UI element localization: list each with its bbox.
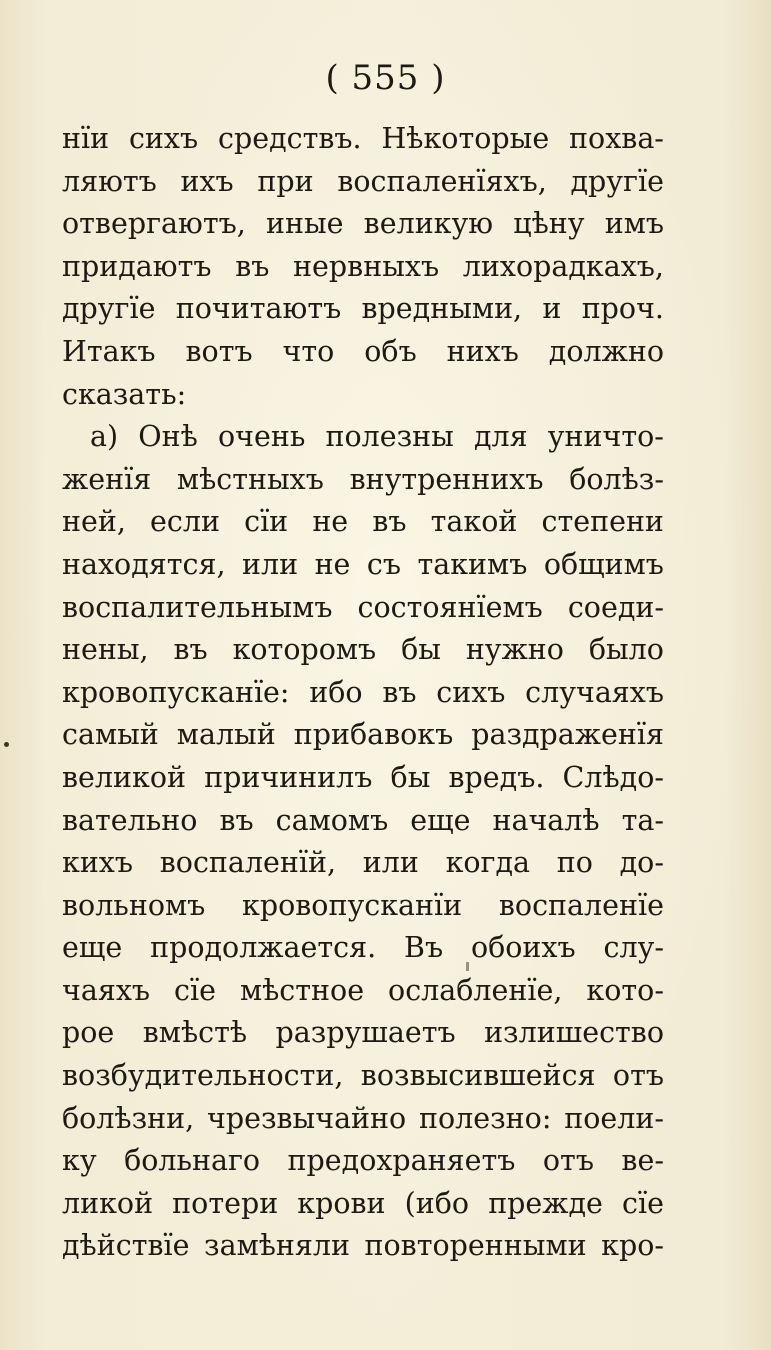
- word: Нѣкоторые: [381, 122, 550, 155]
- text-line: [62, 1183, 664, 1226]
- word: мѣстныхъ: [176, 462, 324, 496]
- word: ибо: [309, 675, 363, 709]
- word: въ: [382, 675, 417, 709]
- word: не: [314, 547, 351, 581]
- word: та-: [621, 803, 664, 837]
- text-line: [62, 842, 664, 885]
- word: такимъ: [417, 547, 528, 581]
- word: было: [588, 633, 664, 667]
- word: состоянїемъ: [357, 590, 543, 624]
- word: нихъ: [446, 334, 519, 368]
- text-line: [62, 203, 664, 246]
- word: великой: [62, 760, 186, 794]
- word: почитаютъ: [175, 292, 342, 326]
- word: рое: [62, 1016, 115, 1050]
- word: ляютъ: [62, 164, 157, 198]
- word: раздраженїя: [471, 718, 664, 752]
- word: съ: [366, 547, 402, 581]
- text-line: [62, 374, 664, 417]
- word: вредъ.: [448, 760, 545, 794]
- text-line: [62, 970, 664, 1013]
- word: воспаленїй,: [159, 846, 337, 880]
- word: Въ: [404, 931, 444, 965]
- text-line: [62, 331, 664, 374]
- word: кровопусканїе:: [62, 675, 290, 709]
- word: возбудительности,: [62, 1059, 344, 1093]
- word: похва-: [569, 122, 664, 155]
- word: до-: [619, 846, 664, 880]
- margin-mark: [466, 962, 469, 971]
- word: отъ: [612, 1059, 664, 1093]
- text-line: [62, 629, 664, 672]
- text-line: [62, 757, 664, 800]
- word: обоихъ: [470, 931, 576, 965]
- word: вотъ: [185, 334, 253, 368]
- word: бы: [401, 633, 441, 667]
- word: еще: [410, 803, 471, 837]
- word: Итакъ: [62, 334, 156, 368]
- word: дѣйствїе: [62, 1229, 190, 1263]
- word: сїе: [622, 1186, 664, 1220]
- word: отъ: [542, 1144, 594, 1178]
- word: возвысившейся: [360, 1059, 596, 1093]
- word: проч.: [581, 292, 664, 326]
- word: въ: [235, 249, 270, 283]
- word: кото-: [586, 973, 664, 1007]
- word: а): [90, 420, 119, 454]
- word: объ: [364, 334, 417, 368]
- word: слу-: [603, 931, 664, 965]
- word: когда: [445, 846, 531, 880]
- word: сказать:: [62, 377, 187, 411]
- word: въ: [372, 505, 407, 539]
- word: самомъ: [275, 803, 389, 837]
- word: (ибо: [404, 1186, 470, 1220]
- word: которомъ: [232, 633, 377, 667]
- text-line: [62, 1140, 664, 1183]
- word: сихъ: [128, 122, 199, 155]
- word: прибавокъ: [293, 718, 454, 752]
- word: должно: [548, 334, 664, 368]
- text-line: [62, 544, 664, 587]
- word: другїе: [570, 164, 664, 198]
- word: кровопусканїи: [242, 888, 463, 922]
- word: бы: [390, 760, 431, 794]
- word: еще: [62, 931, 123, 965]
- text-line: [62, 1012, 664, 1055]
- text-line: [62, 672, 664, 715]
- word: ве-: [621, 1144, 664, 1178]
- word: замѣняли: [204, 1229, 350, 1263]
- word: поели-: [564, 1101, 664, 1135]
- word: что: [282, 334, 335, 368]
- word: самый: [62, 718, 159, 752]
- word: воспаленїяхъ,: [337, 164, 547, 198]
- word: общимъ: [543, 547, 664, 581]
- word: болѣз-: [569, 462, 664, 496]
- text-line: [62, 587, 664, 630]
- word: средствъ.: [218, 122, 362, 155]
- word: придаютъ: [62, 249, 212, 283]
- word: Слѣдо-: [562, 760, 664, 794]
- word: лихорадкахъ,: [462, 249, 664, 283]
- word: въ: [219, 803, 254, 837]
- word: сїе: [174, 973, 216, 1007]
- word: случаяхъ: [525, 675, 664, 709]
- word: ней,: [62, 505, 126, 539]
- word: мѣстное: [239, 973, 365, 1007]
- word: причинилъ: [204, 760, 373, 794]
- text-line: [62, 714, 664, 757]
- word: крови: [297, 1186, 386, 1220]
- word: предохраняетъ: [287, 1144, 516, 1178]
- word: началѣ: [492, 803, 600, 837]
- text-line: [62, 161, 664, 204]
- word: женїя: [62, 462, 152, 496]
- word: ослабленїе,: [388, 973, 563, 1007]
- word: чрезвычайно: [207, 1101, 407, 1135]
- word: повторенными: [364, 1229, 587, 1263]
- word: нены,: [62, 633, 149, 667]
- word: по: [556, 846, 593, 880]
- word: нїи: [62, 122, 110, 155]
- text-line: [62, 927, 664, 970]
- word: находятся,: [62, 547, 226, 581]
- word: нервныхъ: [293, 249, 440, 283]
- word: внутреннихъ: [349, 462, 544, 496]
- word: ку: [62, 1144, 97, 1178]
- word: воспалительнымъ: [62, 590, 333, 624]
- word: великую: [363, 207, 494, 241]
- word: цѣну: [513, 207, 585, 241]
- word: для: [473, 420, 528, 454]
- word: излишество: [484, 1016, 664, 1050]
- word: и: [542, 292, 562, 326]
- word: продолжается.: [150, 931, 377, 965]
- word: малый: [176, 718, 276, 752]
- page-header: [0, 58, 771, 98]
- word: болѣзни,: [62, 1101, 195, 1135]
- word: разрушаетъ: [275, 1016, 456, 1050]
- text-line: [62, 885, 664, 928]
- text-line: [62, 1225, 664, 1268]
- word: отвергаютъ,: [62, 207, 246, 241]
- word: очень: [217, 420, 306, 454]
- word: или: [241, 547, 299, 581]
- word: больнаго: [124, 1144, 261, 1178]
- word: такой: [430, 505, 518, 539]
- word: потери: [172, 1186, 279, 1220]
- text-line: [62, 501, 664, 544]
- word: вольномъ: [62, 888, 206, 922]
- word: ликой: [62, 1186, 154, 1220]
- word: вательно: [62, 803, 198, 837]
- word: кихъ: [62, 846, 134, 880]
- word: имъ: [604, 207, 664, 241]
- word: Онѣ: [138, 420, 198, 454]
- word: другїе: [62, 292, 156, 326]
- text-line: [62, 1055, 664, 1098]
- word: кро-: [601, 1229, 664, 1263]
- word: сихъ: [436, 675, 506, 709]
- word: если: [150, 505, 220, 539]
- text-line: [62, 118, 664, 161]
- word: при: [257, 164, 314, 198]
- word: уничто-: [547, 420, 664, 454]
- text-line: [62, 800, 664, 843]
- word: полезно:: [419, 1101, 552, 1135]
- word: въ: [173, 633, 208, 667]
- body-text: [62, 118, 664, 1268]
- word: степени: [541, 505, 664, 539]
- text-line: [62, 246, 664, 289]
- word: прежде: [488, 1186, 603, 1220]
- word: соеди-: [567, 590, 664, 624]
- word: вредными,: [361, 292, 523, 326]
- word: воспаленїе: [498, 888, 664, 922]
- word: сїи: [244, 505, 289, 539]
- word: полезны: [325, 420, 454, 454]
- word: иные: [265, 207, 344, 241]
- word: или: [362, 846, 419, 880]
- page-number: ( 555 ): [325, 58, 446, 98]
- text-line: [62, 416, 664, 459]
- text-line: [62, 459, 664, 502]
- text-line: [62, 1098, 664, 1141]
- word: нужно: [465, 633, 564, 667]
- word: ихъ: [180, 164, 234, 198]
- word: вмѣстѣ: [142, 1016, 248, 1050]
- word: не: [312, 505, 349, 539]
- text-line: [62, 288, 664, 331]
- margin-mark: [4, 742, 9, 747]
- word: чаяхъ: [62, 973, 151, 1007]
